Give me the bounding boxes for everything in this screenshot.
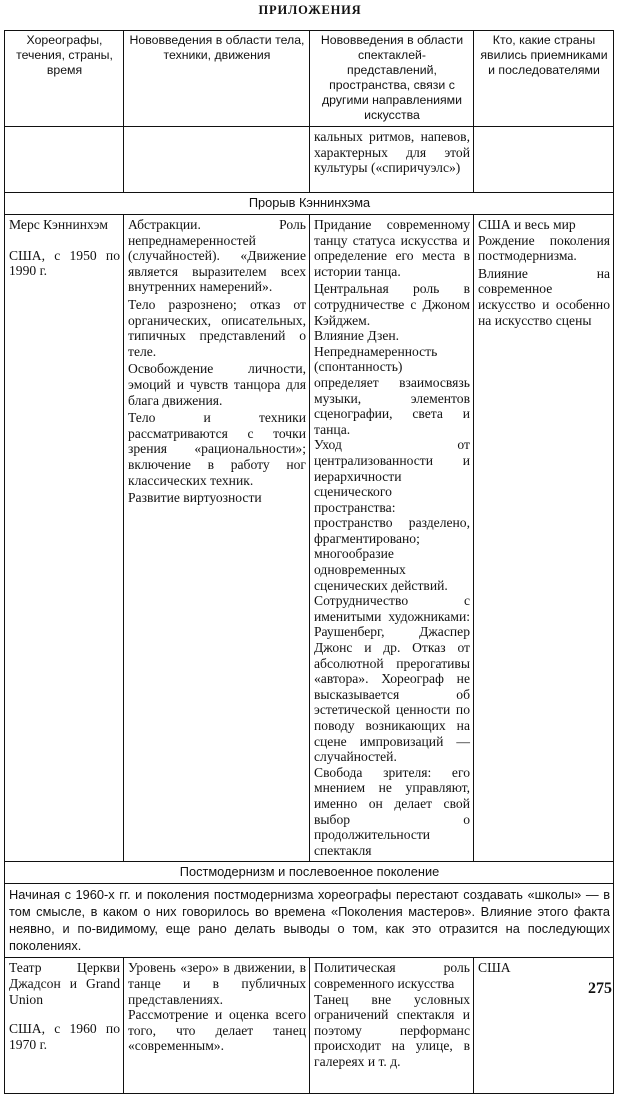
postmodern-paragraph-row: [5, 884, 614, 958]
running-head: ПРИЛОЖЕНИЯ: [258, 3, 362, 17]
cunningham-col2: [124, 215, 310, 862]
header-performance-innovations: Нововведения в области спектаклей-представлений, пространства, связи с другими направлениями искусства: [310, 31, 474, 127]
list-item: Освобождение личности, эмоций и чувств танцора для блага движения.: [128, 361, 306, 408]
cunningham-row: [5, 215, 614, 862]
continuation-col1: [5, 127, 124, 193]
postmodern-paragraph: Начиная с 1960-х гг. и поколения постмодернизма хореографы перестают создавать «школы» — в том смысле, в каком о них говорилось во времена «Поколения мастеров». Влияние этого факта неявно, и по-видимому, еще рано делать выводы о том, как это отразится на последующих поколениях.: [5, 884, 614, 958]
list-item: Непреднамеренность (спонтанность) определяет взаимосвязь музыки, элементов сценографии, света и танца.: [314, 343, 470, 437]
continuation-col4: [474, 127, 614, 193]
continuation-col2: [124, 127, 310, 193]
section-row-postmodern: [5, 862, 614, 884]
list-item: Придание современному танцу статуса искусства и определение его места в истории танца.: [314, 217, 470, 279]
choreographer-period: США, с 1950 по 1990 г.: [9, 247, 120, 279]
choreographer-period: США, с 1960 по 1970 г.: [9, 1021, 120, 1052]
judson-col3: [310, 958, 474, 1094]
section-title-postmodern: Постмодернизм и послевоенное поколение: [5, 862, 614, 884]
list-item: Абстракции. Роль непреднамеренностей (случайностей). «Движение является выразителем всех внутренних намерений».: [128, 217, 306, 295]
list-item: Влияние Дзен.: [314, 328, 400, 344]
judson-row: [5, 958, 614, 1094]
continuation-row: [5, 127, 614, 193]
judson-col4: [474, 958, 614, 1094]
section-row-cunningham: [5, 193, 614, 215]
list-item: Политическая роль современного искусства: [314, 960, 470, 991]
list-item: Танец вне условных ограничений спектакля и поэтому перформанс происходит на улице, в галереях и т. д.: [314, 991, 470, 1069]
list-item: Развитие виртуозности: [128, 490, 262, 506]
list-item: США: [478, 960, 511, 976]
table-header-row: [5, 31, 614, 127]
list-item: Рассмотрение и оценка всего того, что делает танец «современным».: [128, 1007, 306, 1054]
list-item: Сотрудничество с именитыми художниками: Раушенберг, Джаспер Джонс и др. Отказ от абсолютной прерогативы «автора». Хореограф не высказывается об эстетической ценности по поводу возникающих на сцене импровизаций — случайностей.: [314, 593, 470, 765]
judson-col1: [5, 958, 124, 1094]
list-item: Влияние на современное искусство и особенно на искусство сцены: [478, 265, 610, 328]
judson-col2: [124, 958, 310, 1094]
header-body-innovations: Нововведения в области тела, техники, движения: [124, 31, 310, 127]
section-title-cunningham: Прорыв Кэннинхэма: [5, 193, 614, 215]
list-item: Тело разрознено; отказ от органических, описательных, типичных представлений о теле.: [128, 296, 306, 359]
list-item: США и весь мир: [478, 217, 576, 232]
appendix-table: [4, 30, 614, 1094]
header-successors: Кто, какие страны явились приемниками и последователями: [474, 31, 614, 127]
list-item: Уровень «зеро» в движении, в танце и в публичных представлениях.: [128, 960, 306, 1007]
cunningham-col3: [310, 215, 474, 862]
header-choreographers: Хореографы, течения, страны, время: [5, 31, 124, 127]
list-item: Уход от централизованности и иерархичности сценического пространства: пространство разделено, фрагментировано; многообразие одновременных сценических действий.: [314, 437, 470, 593]
list-item: Центральная роль в сотрудничестве с Джоном Кэйджем.: [314, 281, 470, 328]
choreographer-name: Мерс Кэннинхэм: [9, 217, 108, 232]
list-item: Рождение поколения постмодернизма.: [478, 232, 610, 264]
cunningham-col4: [474, 215, 614, 862]
cunningham-col1: [5, 215, 124, 862]
continuation-col3: кальных ритмов, напевов, характерных для этой культуры («спиричуэлс»): [310, 127, 474, 193]
list-item: Свобода зрителя: его мнением не управляют, именно он делает свой выбор о продолжительности спектакля: [314, 764, 470, 858]
choreographer-name: Театр Церкви Джадсон и Grand Union: [9, 960, 120, 1007]
list-item: Тело и техники рассматриваются с точки зрения «рациональности»; включение в работу ног классических техник.: [128, 410, 306, 488]
page-number: 275: [588, 980, 612, 997]
